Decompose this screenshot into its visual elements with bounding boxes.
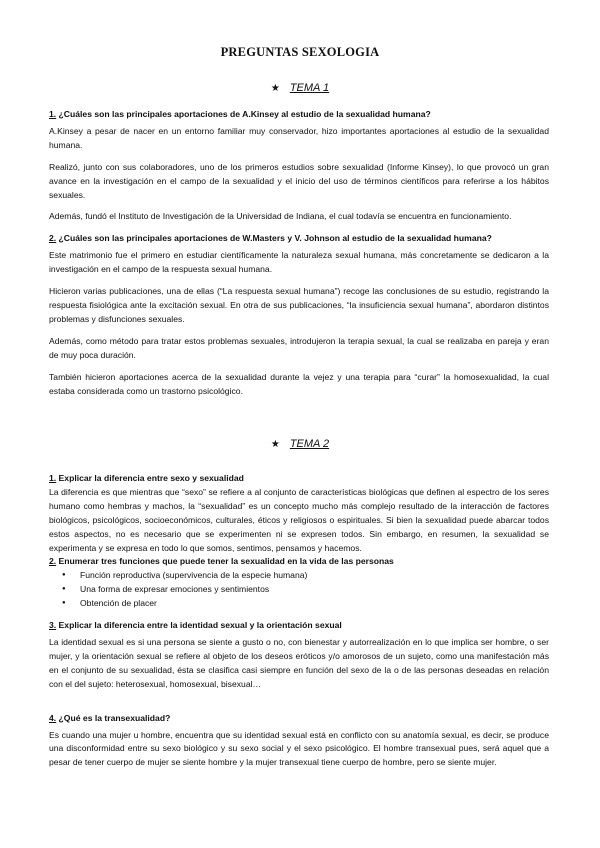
question-text: Explicar la diferencia entre la identidad sexual y la orientación sexual [56, 620, 342, 631]
tema-1-heading [0, 82, 600, 94]
question-number: 2. [49, 233, 57, 244]
paragraph: La diferencia es que mientras que “sexo” se refiere a al conjunto de características biológicas que definen al espectro de los seres humano como hembras y machos, la “sexualidad” es un concepto mucho más complejo resultado de la interacción de factores biológicos, psicológicos, socioeconómicos, culturales, éticos y religiosos o espirituales. Si bien la sexualidad puede abarcar todos estos aspectos, no es necesario que se experimenten ni se expresen todos. Sin embargo, en resumen, la sexualidad se experimenta y se expresa en todo lo que somos, sentimos, pensamos y hacemos. [49, 486, 549, 553]
question-heading [49, 712, 549, 726]
paragraph: Es cuando una mujer u hombre, encuentra que su identidad sexual está en conflicto con su anatomía sexual, es decir, se produce una disconformidad entre su sexo biológico y su sexo social y el sexo psicológico. El hombre transexual pues, será aquel que a pesar de tener cuerpo de mujer se siente hombre y la mujer transexual tiene cuerpo de hombre, pero se siente mujer. [49, 729, 549, 768]
star-icon: ★ [270, 83, 280, 94]
paragraph: A.Kinsey a pesar de nacer en un entorno familiar muy conservador, hizo importantes aportaciones al estudio de la sexualidad humana. [49, 125, 549, 150]
paragraph: Este matrimonio fue el primero en estudiar científicamente la naturaleza sexual humana, más concretamente se dedicaron a la investigación en el campo de la respuesta sexual humana. [49, 250, 549, 275]
question-number: 2. [49, 556, 57, 567]
list-item: ● Obtención de placer [49, 597, 549, 611]
paragraph: Hicieron varias publicaciones, una de ellas (“La respuesta sexual humana”) recoge las conclusiones de su estudio, registrando la respuesta fisiológica ante la excitación sexual. En otra de sus publicaciones, “la insuficiencia sexual humana”, abordaron distintos problemas y disfunciones sexuales. [49, 286, 549, 324]
question-text: Explicar la diferencia entre sexo y sexualidad [56, 473, 244, 483]
star-icon: ★ [270, 439, 280, 450]
bullet-list [49, 569, 549, 611]
question-text: Enumerar tres funciones que puede tener la sexualidad en la vida de las personas [56, 556, 394, 567]
question-number: 1. [49, 109, 57, 119]
list-item: ● Función reproductiva (supervivencia de la especie humana) [49, 569, 549, 583]
tema-2-section [49, 472, 549, 770]
question-text: ¿Cuáles son las principales aportaciones de A.Kinsey al estudio de la sexualidad humana? [56, 109, 431, 119]
paragraph: Realizó, junto con sus colaboradores, uno de los primeros estudios sobre sexualidad (Informe Kinsey), lo que provocó un gran avance en la investigación en el campo de la sexualidad y el inicio del uso de términos científicos para referirse a los hábitos sexuales. [49, 161, 549, 200]
question-text: ¿Cuáles son las principales aportaciones de W.Masters y V. Johnson al estudio de la sexualidad humana? [56, 233, 492, 244]
paragraph: Además, como método para tratar estos problemas sexuales, introdujeron la terapia sexual, la cual se realizaba en pareja y eran de muy poca duración. [49, 335, 549, 360]
paragraph: También hicieron aportaciones acerca de la sexualidad durante la vejez y una terapia para “curar” la homosexualidad, la cual estaba considerada como un trastorno psicológico. [49, 371, 549, 396]
page-title: PREGUNTAS SEXOLOGIA [220, 45, 380, 59]
question-heading [49, 619, 549, 633]
tema-2-label: TEMA 2 [289, 438, 330, 450]
question-heading [49, 108, 549, 122]
tema-2-heading [0, 438, 600, 450]
question-text: ¿Qué es la transexualidad? [56, 712, 171, 723]
question-number: 4. [49, 712, 57, 723]
tema-1-label: TEMA 1 [289, 82, 330, 94]
question-number: 1. [49, 473, 57, 483]
paragraph: Además, fundó el Instituto de Investigación de la Universidad de Indiana, el cual todavía se encuentra en funcionamiento. [49, 211, 512, 222]
question-heading [49, 555, 549, 569]
list-item: ● Una forma de expresar emociones y sentimientos [49, 583, 549, 597]
question-number: 3. [49, 620, 57, 631]
paragraph: La identidad sexual es si una persona se siente a gusto o no, con bienestar y autorrealización en lo que implica ser hombre, o ser mujer, y la orientación sexual se refiere al objeto de los deseos eróticos y/o amorosos de un sujeto, como una manifestación más en el conjunto de su sexualidad, ésta se clasifica casi siempre en función del sexo de la o de las personas deseadas en relación con el del sujeto: heterosexual, homosexual, bisexual… [49, 636, 549, 689]
question-heading [49, 232, 549, 246]
tema-1-section [49, 108, 549, 398]
question-heading [49, 472, 549, 486]
